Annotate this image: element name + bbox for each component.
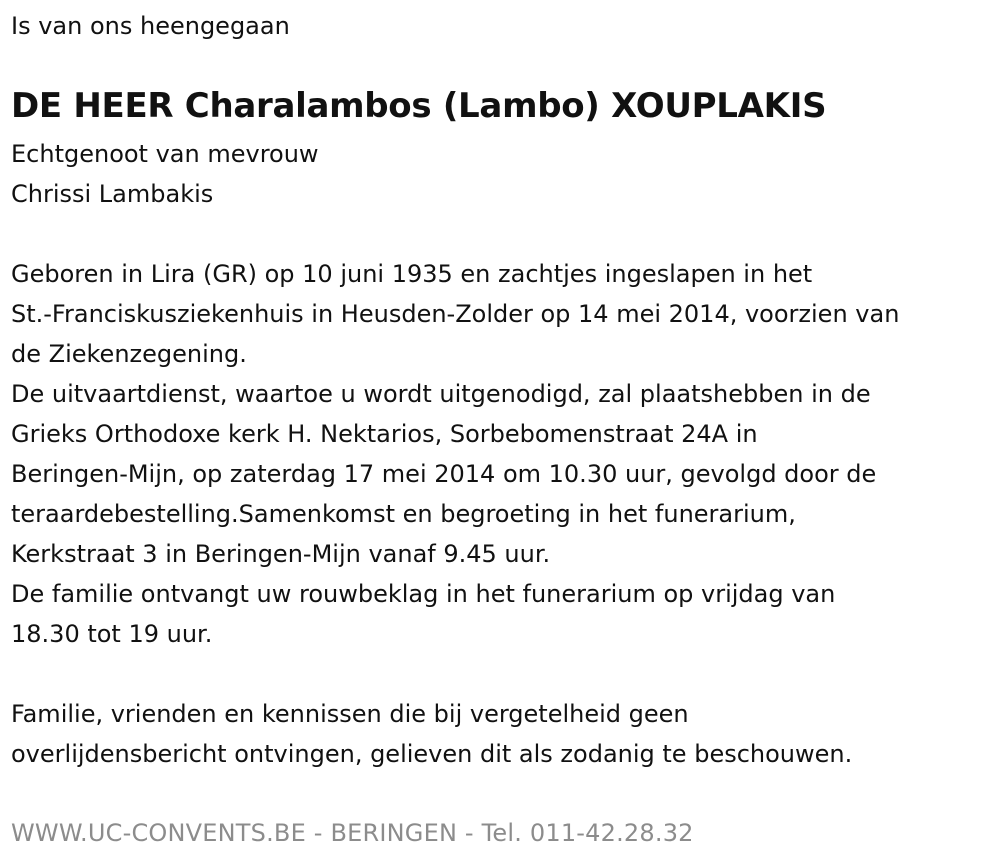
spouse-section: [11, 134, 319, 214]
body-line: Geboren in Lira (GR) op 10 juni 1935 en zachtjes ingeslapen in het: [11, 260, 813, 288]
body-line: De familie ontvangt uw rouwbeklag in het funerarium op vrijdag van: [11, 580, 836, 608]
body-line: teraardebestelling.Samenkomst en begroeting in het funerarium,: [11, 500, 796, 528]
body-line: Kerkstraat 3 in Beringen-Mijn vanaf 9.45 uur.: [11, 540, 551, 568]
body-line: de Ziekenzegening.: [11, 340, 247, 368]
closing-section: [11, 694, 852, 774]
closing-line: overlijdensbericht ontvingen, gelieven dit als zodanig te beschouwen.: [11, 740, 853, 768]
body-line: De uitvaartdienst, waartoe u wordt uitgenodigd, zal plaatshebben in de: [11, 380, 871, 408]
spouse-line: Echtgenoot van mevrouw: [11, 140, 319, 168]
deceased-name: DE HEER Charalambos (Lambo) XOUPLAKIS: [11, 86, 827, 126]
spouse-line: Chrissi Lambakis: [11, 180, 214, 208]
intro-text: Is van ons heengegaan: [11, 12, 290, 40]
funeral-details: [11, 254, 899, 654]
body-line: Grieks Orthodoxe kerk H. Nektarios, Sorbebomenstraat 24A in: [11, 420, 758, 448]
body-line: St.-Franciskusziekenhuis in Heusden-Zolder op 14 mei 2014, voorzien van: [11, 300, 900, 328]
body-line: 18.30 tot 19 uur.: [11, 620, 213, 648]
closing-line: Familie, vrienden en kennissen die bij vergetelheid geen: [11, 700, 689, 728]
funeral-home-footer: WWW.UC-CONVENTS.BE - BERINGEN - Tel. 011-42.28.32: [11, 819, 694, 847]
body-line: Beringen-Mijn, op zaterdag 17 mei 2014 om 10.30 uur, gevolgd door de: [11, 460, 877, 488]
